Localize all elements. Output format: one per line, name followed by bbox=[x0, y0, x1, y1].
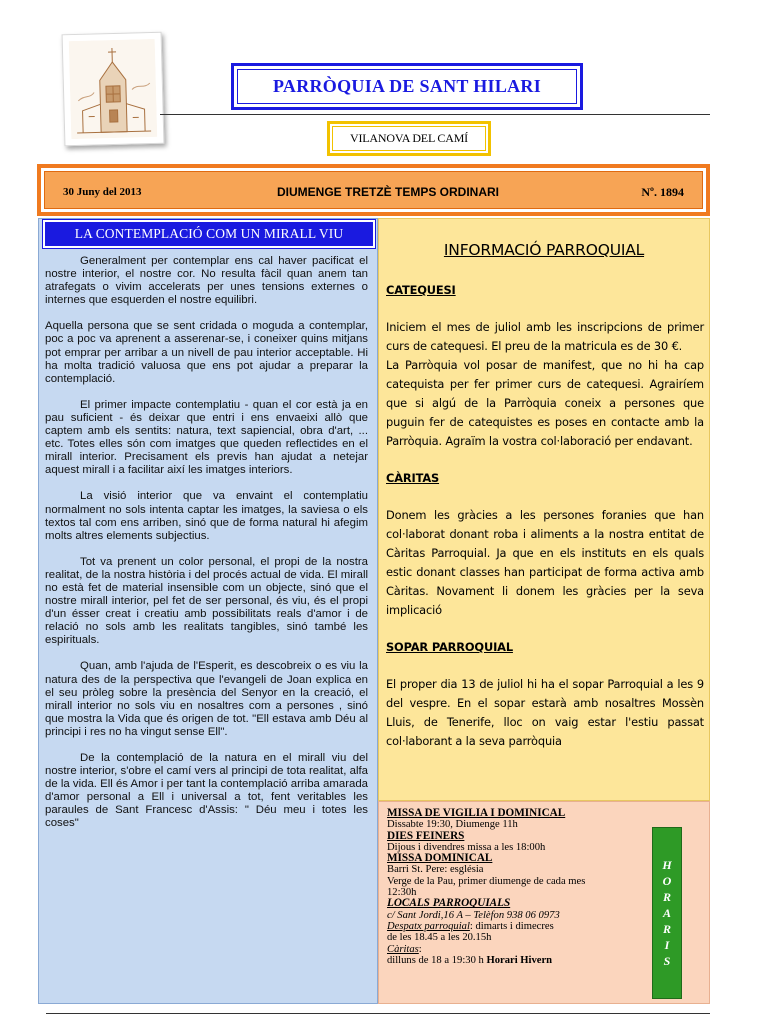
town-name: VILANOVA DEL CAMÍ bbox=[332, 126, 486, 151]
badge-letter: R bbox=[662, 921, 671, 936]
caritas-label-line: Càritas: bbox=[387, 943, 422, 955]
schedule-box bbox=[378, 801, 710, 1004]
article-paragraph: La visió interior que va envaint el contemplatiu normalment no sols intenta captar les imatges, la saviesa o els textos tal com ens arriben, sinó que de forma natural hi afegim molts altres elements subjectius. bbox=[45, 490, 368, 542]
issue-date: 30 Juny del 2013 bbox=[63, 186, 142, 198]
dominical-line: Verge de la Pau, primer diumenge de cada mes bbox=[387, 875, 586, 887]
catequesi-text: Iniciem el mes de juliol amb les inscripcions de primer curs de catequesi. El preu de la matricula es de 30 €. bbox=[386, 320, 704, 353]
despatx-text: : dimarts i dimecres bbox=[469, 920, 554, 932]
info-body bbox=[386, 281, 704, 751]
dominical-heading: MISSA DOMINICAL bbox=[387, 852, 493, 865]
caritas-label: Càritas bbox=[387, 943, 419, 955]
article-paragraph: Quan, amb l'ajuda de l'Esperit, es descobreix o es viu la natura des de la perspectiva que l'evangeli de Joan explica en el seu pròleg sobre la presència del Senyor en la creació, el mirall interior no sols viu en nosaltres com a persones , sinó que mostra la Vida que és origen de tot. "Ell estava amb Déu al principi i res no ha vingut sense Ell". bbox=[45, 660, 368, 738]
article-heading: LA CONTEMPLACIÓ COM UN MIRALL VIU bbox=[43, 220, 375, 248]
badge-letter: H bbox=[662, 857, 672, 872]
town-box bbox=[327, 121, 491, 156]
badge-letter: I bbox=[664, 937, 670, 952]
date-bar bbox=[37, 164, 710, 216]
badge-letter: R bbox=[662, 889, 671, 904]
caritas-heading: CÀRITAS bbox=[386, 471, 440, 485]
issue-number: Nº. 1894 bbox=[641, 185, 684, 199]
caritas-season: Horari Hivern bbox=[486, 954, 553, 966]
caritas-text: Donem les gràcies a les persones foranies que han col·laborat donant roba i aliments a la nostra entitat de Càritas Parroquial. Ja que en els instituts en els quals estic donant classes han participat de forma activa amb Càritas. Novament li donem les gràcies per la seva implicació bbox=[386, 508, 704, 617]
article-body bbox=[45, 255, 368, 844]
article-paragraph: De la contemplació de la natura en el mirall viu del nostre interior, s'obre el camí vers al principi de tota realitat, alfa de la vida. Ell és Amor i per tant la contemplació arriba amarada d'amor personal a Ell i universal a tot, fent veritables les paraules de Sant Francesc d'Assis: " Déu meu i totes les coses" bbox=[45, 752, 368, 830]
feiners-heading: DIES FEINERS bbox=[387, 829, 465, 842]
sopar-text: El proper dia 13 de juliol hi ha el sopar Parroquial a les 9 del vespre. En el sopar estarà amb nosaltres Mossèn Lluis, de Tenerife, lloc on vaig estar l'estiu passat col·laborant a la seva parròquia bbox=[386, 677, 704, 748]
despatx-label: Despatx parroquial bbox=[387, 920, 470, 932]
despatx-line bbox=[387, 921, 647, 932]
badge-letter: S bbox=[663, 953, 671, 968]
catequesi-text: La Parròquia vol posar de manifest, que no hi ha cap catequista per fer primer curs de catequesi. Agrairíem que si algú de la Parròquia coneix a persones que puguin fer de catequistes es poses en contacte amb la Parròquia. Agraïm la vostra col·laboració per endavant. bbox=[386, 358, 704, 448]
caritas-line bbox=[387, 955, 647, 966]
catequesi-heading: CATEQUESI bbox=[386, 283, 456, 297]
article-paragraph: Generalment per contemplar ens cal haver pacificat el nostre interior, el nostre cor. No resulta fàcil quan anem tan atrafegats o vivim accelerats per unes tensions externes o internes que esquerden el nostre equilibri. bbox=[45, 255, 368, 307]
footer-divider bbox=[46, 1013, 710, 1014]
info-title: INFORMACIÓ PARROQUIAL bbox=[443, 241, 645, 259]
locals-address: c/ Sant Jordi,16 A – Telèfon 938 06 0973 bbox=[387, 909, 560, 921]
vigilia-text: Dissabte 19:30, Diumenge 11h bbox=[387, 819, 518, 831]
article-paragraph: Aquella persona que se sent cridada o moguda a contemplar, poc a poc va aprenent a asserenar-se, i coneixer quins mitjans pot emprar per arribar a un nivell de pau interior acceptable. Hi ha molta tradició valuosa que ens pot ajudar a preparar la contemplació. bbox=[45, 320, 368, 385]
date-bar-inner bbox=[44, 171, 703, 209]
feiners-text: Dijous i divendres missa a les 18:00h bbox=[387, 841, 546, 853]
badge-letter: O bbox=[662, 873, 672, 888]
horaris-badge bbox=[652, 827, 682, 999]
parish-info-column bbox=[378, 218, 710, 801]
vigilia-heading: MISSA DE VIGILIA I DOMINICAL bbox=[387, 807, 566, 819]
church-tower-illustration bbox=[69, 39, 158, 139]
dominical-line: 12:30h bbox=[387, 887, 417, 899]
badge-letter: A bbox=[662, 905, 671, 920]
despatx-hours: de les 18.45 a les 20.15h bbox=[387, 932, 492, 944]
parish-logo bbox=[62, 32, 165, 147]
article-column bbox=[38, 218, 378, 1004]
parish-title: PARRÒQUIA DE SANT HILARI bbox=[237, 69, 577, 104]
parish-title-box bbox=[231, 63, 583, 110]
article-paragraph: Tot va prenent un color personal, el propi de la nostra realitat, de la nostra història i del procés actual de vida. El mirall no està fet de material insensible com un objecte, sinó que el nostre mirall interior, pel fet de ser personal, és viu, és el propi d'un ésser creat i creatiu amb possibilitats reals d'amor i de relació no sols amb les realitats tangibles, sinó també les espirituals. bbox=[45, 555, 368, 647]
schedule-text bbox=[387, 808, 647, 966]
header-divider bbox=[160, 114, 710, 115]
sopar-heading: SOPAR PARROQUIAL bbox=[386, 640, 513, 654]
dominical-line: Barri St. Pere: església bbox=[387, 864, 484, 876]
locals-heading: LOCALS PARROQUIALS bbox=[387, 897, 511, 910]
liturgical-sunday: DIUMENGE TRETZÈ TEMPS ORDINARI bbox=[277, 185, 500, 199]
article-paragraph: El primer impacte contemplatiu - quan el cor està ja en pau suficient - és deixar que entri i ens envaeixi allò que captem amb els sentits: natura, text sapiencial, obra d'art, ... etc. Totes elles són com imatges que queden reflectides en el mirall interior. Precisament els previs han ajudat a netejar aquest mirall i a facilitar així les imatges interiors. bbox=[45, 398, 368, 477]
caritas-hours: dilluns de 18 a 19:30 h bbox=[387, 954, 484, 966]
